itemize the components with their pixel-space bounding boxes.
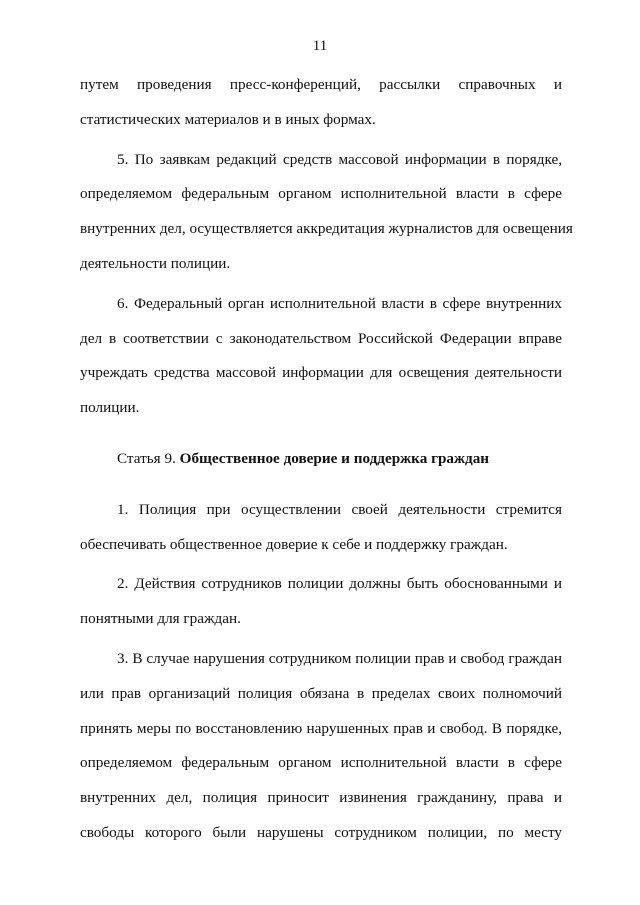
page-number: 11 — [312, 38, 328, 54]
paragraph-continued — [80, 68, 562, 138]
text-line: внутренних дел, осуществляется аккредитация журналистов для освещения — [80, 220, 573, 238]
paragraph-6 — [80, 287, 562, 426]
text-line: дел в соответствии с законодательством Российской Федерации вправе — [80, 329, 562, 347]
text-line: 2. Действия сотрудников полиции должны быть обоснованными и — [117, 575, 562, 593]
text-line: принять меры по восстановлению нарушенных прав и свобод. В порядке, — [80, 719, 562, 737]
text-line: понятными для граждан. — [80, 610, 241, 628]
text-line: статистических материалов и в иных формах. — [80, 110, 376, 128]
text-line: определяемом федеральным органом исполнительной власти в сфере — [80, 185, 562, 203]
text-line: полиции. — [80, 399, 140, 417]
article-label: Статья 9. — [117, 449, 180, 467]
text-line: деятельности полиции. — [80, 254, 231, 272]
text-line: 3. В случае нарушения сотрудником полиции прав и свобод граждан — [117, 649, 562, 667]
text-line: путем проведения пресс-конференций, рассылки справочных и — [80, 76, 562, 93]
article-heading — [80, 442, 562, 477]
text-line: обеспечивать общественное доверие к себе и поддержку граждан. — [80, 535, 508, 553]
text-line: учреждать средства массовой информации для освещения деятельности — [80, 364, 562, 382]
paragraph-5 — [80, 143, 573, 282]
text-line: 5. По заявкам редакций средств массовой информации в порядке, — [117, 150, 562, 168]
text-line: 6. Федеральный орган исполнительной власти в сфере внутренних — [117, 294, 562, 312]
document-body — [80, 68, 573, 851]
paragraph-9-1 — [80, 493, 562, 563]
text-line: свободы которого были нарушены сотрудником полиции, по месту — [80, 823, 562, 841]
text-line: 1. Полиция при осуществлении своей деятельности стремится — [117, 500, 562, 518]
paragraph-9-3 — [80, 642, 562, 851]
text-line: или прав организаций полиция обязана в пределах своих полномочий — [80, 684, 562, 702]
text-line: определяемом федеральным органом исполнительной власти в сфере — [80, 754, 562, 772]
paragraph-9-2 — [80, 567, 562, 637]
text-line: внутренних дел, полиция приносит извинения гражданину, права и — [80, 789, 562, 807]
article-title: Общественное доверие и поддержка граждан — [179, 449, 490, 467]
